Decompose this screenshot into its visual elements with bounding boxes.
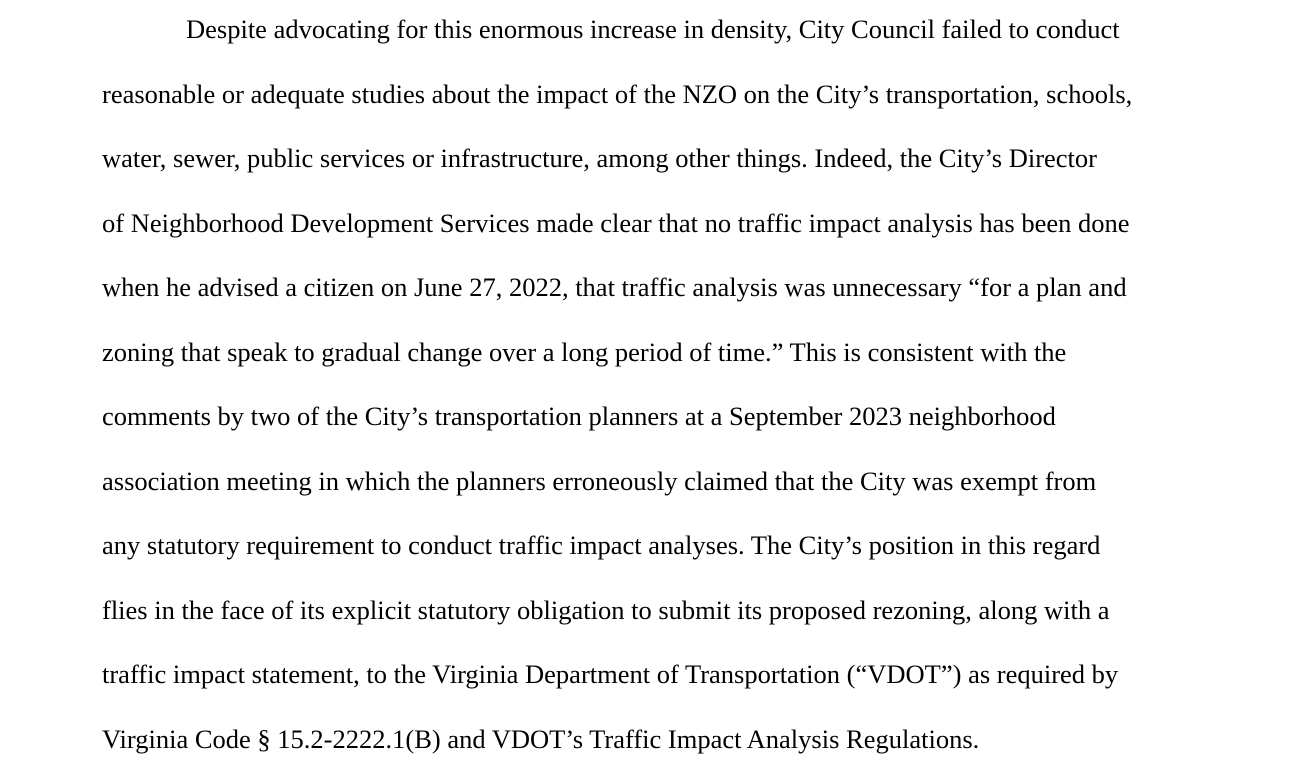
paragraph-line-5: when he advised a citizen on June 27, 2022, that traffic analysis was unnecessary “for a plan and bbox=[102, 272, 1127, 302]
paragraph-line-1: Despite advocating for this enormous increase in density, City Council failed to conduct bbox=[186, 14, 1120, 44]
paragraph-line-2: reasonable or adequate studies about the impact of the NZO on the City’s transportation, schools, bbox=[102, 79, 1133, 109]
paragraph-line-6: zoning that speak to gradual change over a long period of time.” This is consistent with the bbox=[102, 337, 1067, 367]
paragraph-line-11: traffic impact statement, to the Virginia Department of Transportation (“VDOT”) as required by bbox=[102, 659, 1119, 689]
paragraph-line-9: any statutory requirement to conduct traffic impact analyses. The City’s position in this regard bbox=[102, 530, 1101, 560]
paragraph-line-3: water, sewer, public services or infrastructure, among other things. Indeed, the City’s Director bbox=[102, 143, 1097, 173]
paragraph-line-7: comments by two of the City’s transportation planners at a September 2023 neighborhood bbox=[102, 401, 1056, 431]
paragraph-line-4: of Neighborhood Development Services made clear that no traffic impact analysis has been done bbox=[102, 208, 1130, 238]
paragraph-line-10: flies in the face of its explicit statutory obligation to submit its proposed rezoning, along with a bbox=[102, 595, 1110, 625]
paragraph-line-8: association meeting in which the planners erroneously claimed that the City was exempt from bbox=[102, 466, 1097, 496]
paragraph-line-12: Virginia Code § 15.2-2222.1(B) and VDOT’s Traffic Impact Analysis Regulations. bbox=[102, 724, 980, 754]
